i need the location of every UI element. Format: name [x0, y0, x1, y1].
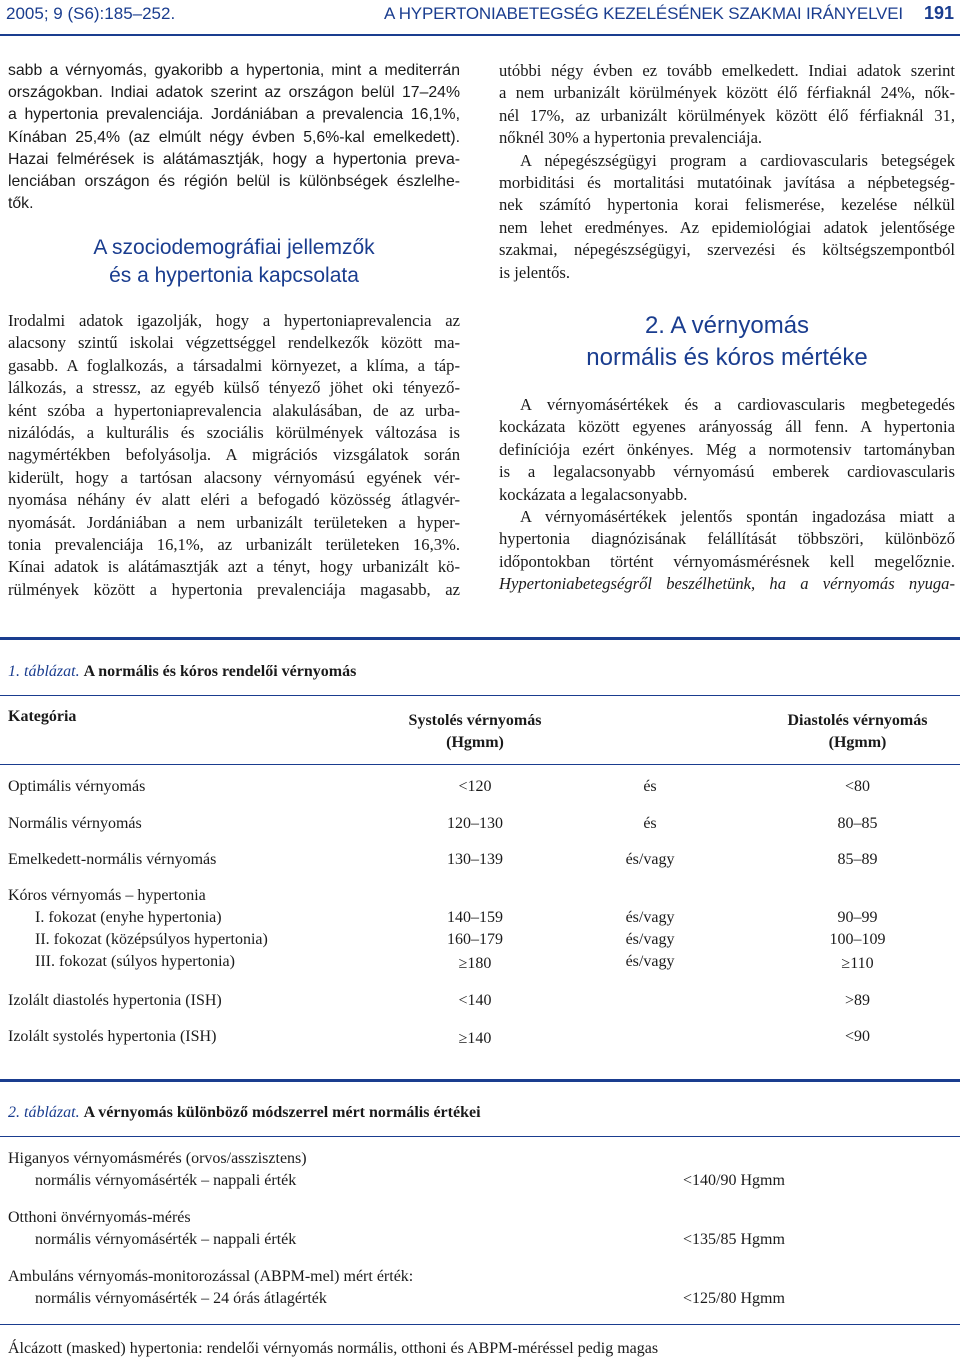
text-line: kockázata a legalacsonyabb.	[499, 484, 688, 504]
heading-line: normális és kóros mértéke	[586, 344, 868, 371]
table-row-diastolic: 80–85	[837, 815, 878, 832]
journal-reference: 2005; 9 (S6):185–252.	[6, 4, 176, 23]
text-line: nem lehet eredményes. Az epidemiológiai adatok jelentősége	[499, 217, 955, 237]
section-heading-sociodemographic	[8, 234, 460, 290]
section-heading-blood-pressure	[499, 310, 955, 374]
text-line: Irodalmi adatok igazolják, hogy a hypertoniaprevalencia az	[8, 311, 460, 330]
table-row-systolic: 130–139	[447, 851, 503, 868]
text-line: kiderült, hogy a tartósan alacsony vérnyomású egyének vér-	[8, 467, 460, 487]
text-line: alacsony szintű iskolai végzettséggel rendelkezők között ma-	[8, 333, 460, 353]
table2-value: <140/90 Hgmm	[683, 1172, 785, 1189]
table-row-systolic: 140–159	[447, 909, 503, 926]
table-row-diastolic: 85–89	[837, 851, 878, 868]
table-row-conj: és/vagy	[625, 953, 675, 970]
table-row-diastolic: >89	[844, 992, 871, 1009]
text-line: A vérnyomásértékek és a cardiovascularis megbetegedés	[520, 395, 955, 414]
left-paragraph	[8, 310, 460, 601]
header-line: Systolés vérnyomás	[408, 712, 542, 729]
text-line: A népegészségügyi program a cardiovascularis betegségek	[520, 150, 955, 170]
table-row-systolic: ≥180	[458, 955, 492, 972]
text-line: Kínában 25,4% (az elmúlt négy évben 5,6%-kal emelkedett).	[8, 128, 460, 146]
table-row-diastolic: <90	[844, 1028, 871, 1045]
table1-header-rule	[0, 764, 960, 765]
table2-bottom-rule	[0, 1324, 960, 1325]
heading-line: A szociodemográfiai jellemzők	[93, 236, 375, 259]
table-group-title: Kóros vérnyomás – hypertonia	[8, 887, 206, 904]
text-line: Kínai adatok is alátámasztják azt a tényt, hogy urbanizált kö-	[8, 557, 460, 577]
table-row-systolic: ≥140	[458, 1030, 492, 1047]
table-row-conj: és/vagy	[625, 851, 675, 868]
text-line: nek számító hypertonia korai felismerése, kezelése nélkül	[499, 195, 955, 215]
running-title: A HYPERTONIABETEGSÉG KEZELÉSÉNEK SZAKMAI IRÁNYELVEI	[384, 4, 903, 23]
table1-top-rule	[0, 637, 960, 640]
text-line: lenciában országon és régión belül is különbségek észlelhe-	[8, 173, 460, 191]
table-row-diastolic: 100–109	[829, 931, 886, 948]
table-row-category: Optimális vérnyomás	[8, 778, 146, 795]
table1-caption	[8, 663, 356, 681]
table-row-category: Izolált diastolés hypertonia (ISH)	[8, 992, 222, 1009]
heading-line: és a hypertonia kapcsolata	[109, 264, 359, 287]
text-line: nyomását. Jordániában a nem urbanizált területeken a hyper-	[8, 512, 460, 532]
table-row-systolic: <140	[458, 992, 492, 1009]
text-line: nizálódás, a kulturális és szociális körülmények változása is	[8, 423, 460, 443]
text-line: szakmai, népegészségügyi, szervezési és költségszempontból	[499, 240, 955, 260]
table-row-systolic: 120–130	[447, 815, 503, 832]
text-line: tonia prevalenciája 16,1%, az urbanizált területeken 16,3%.	[8, 535, 460, 555]
text-line: időpontokban történt vérnyomásmérésnek kell megelőznie.	[499, 551, 955, 571]
text-line: lálkozás, a stressz, az egyéb külső tényező jöhet oki tényező-	[8, 378, 460, 398]
table-row-category: II. fokozat (középsúlyos hypertonia)	[35, 931, 268, 948]
text-line: kockázata között egyenes arányosság áll fenn. A hypertonia	[499, 417, 955, 437]
text-line: definíciója ezért önkényes. Még a normotensiv tartományban	[499, 439, 955, 459]
table2-value: <135/85 Hgmm	[683, 1231, 785, 1248]
table1-header-category: Kategória	[8, 708, 77, 725]
text-line: is a legalacsonyabb vérnyomású emberek cardiovascularis	[499, 462, 955, 482]
text-line: a nem urbanizált körülmények között élő férfiaknál 24%, nők-	[499, 83, 955, 103]
header-line: (Hgmm)	[446, 734, 504, 751]
table1-caption-title: A normális és kóros rendelői vérnyomás	[83, 663, 357, 680]
text-line: gasabb. A foglalkozás, a társadalmi környezet, a klíma, a táp-	[8, 355, 460, 375]
table2-method: Ambuláns vérnyomás-monitorozással (ABPM-mel) mért érték:	[8, 1268, 414, 1285]
table2-value: <125/80 Hgmm	[683, 1290, 785, 1307]
table2-detail: normális vérnyomásérték – 24 órás átlagérték	[35, 1290, 327, 1307]
table2-method: Higanyos vérnyomásmérés (orvos/asszisztens)	[8, 1150, 307, 1167]
table2-detail: normális vérnyomásérték – nappali érték	[35, 1172, 297, 1189]
table-row-conj: és	[643, 815, 657, 832]
table1-header-systolic	[380, 710, 570, 754]
table-row-category: Emelkedett-normális vérnyomás	[8, 851, 217, 868]
text-line: sabb a vérnyomás, gyakoribb a hypertonia, mint a mediterrán	[8, 62, 460, 79]
table-row-category: Izolált systolés hypertonia (ISH)	[8, 1028, 217, 1045]
table1-header-diastolic	[765, 710, 950, 754]
text-line: nél 17%, az urbanizált körülmények között élő férfiaknál 31,	[499, 105, 955, 125]
text-line: országokban. Indiai adatok szerint az országon belül 17–24%	[8, 84, 460, 102]
text-line-italic: Hypertoniabetegségről beszélhetünk, ha a vérnyomás nyuga-	[499, 574, 955, 594]
text-line: hypertonia diagnózisának felállítását többszöri, különböző	[499, 529, 955, 549]
table2-caption	[8, 1104, 481, 1122]
table2-caption-title: A vérnyomás különböző módszerrel mért normális értékei	[83, 1104, 481, 1121]
left-intro-text	[8, 60, 460, 215]
table2-caption-rule	[0, 1136, 960, 1137]
text-line: nőknél 30% a hypertonia prevalenciája.	[499, 128, 763, 148]
table-row-conj: és/vagy	[625, 909, 675, 926]
right-intro-text	[499, 60, 955, 284]
table-row-category: I. fokozat (enyhe hypertonia)	[35, 909, 222, 926]
header-line: (Hgmm)	[828, 734, 887, 751]
text-line: Hazai felmérések is alátámasztják, hogy a hypertonia preva-	[8, 150, 460, 168]
table2-caption-number: 2. táblázat.	[8, 1104, 80, 1121]
table2-method: Otthoni önvérnyomás-mérés	[8, 1209, 191, 1226]
text-line: rülmények között a hypertonia prevalenciája magasabb, az	[8, 579, 460, 599]
table1-caption-rule	[0, 695, 960, 696]
header-line: Diastolés vérnyomás	[787, 712, 928, 729]
text-line: is jelentős.	[499, 262, 570, 282]
table2-top-rule	[0, 1079, 960, 1082]
table-row-diastolic: 90–99	[837, 909, 878, 926]
table2-detail: normális vérnyomásérték – nappali érték	[35, 1231, 297, 1248]
table1-caption-number: 1. táblázat.	[8, 663, 80, 680]
table-row-category: III. fokozat (súlyos hypertonia)	[35, 953, 235, 970]
text-line: nagymértékben befolyásolja. A migrációs vizsgálatok során	[8, 445, 460, 465]
text-line: morbiditási és mortalitási mutatóinak javítása a népbetegség-	[499, 173, 955, 193]
table-row-conj: és/vagy	[625, 931, 675, 948]
right-paragraph	[499, 394, 955, 596]
table-row-systolic: 160–179	[447, 931, 503, 948]
text-line: utóbbi négy évben ez tovább emelkedett. Indiai adatok szerint	[499, 61, 955, 80]
text-line: tők.	[8, 195, 34, 213]
table-row-systolic: <120	[458, 778, 492, 795]
text-line: ként szóba a hypertoniaprevalencia alakulásában, de az urba-	[8, 400, 460, 420]
table-row-diastolic: <80	[844, 778, 871, 795]
text-line: nyomása néhány év alatt eléri a befogadó közösség átlagvér-	[8, 490, 460, 510]
page-number: 191	[923, 3, 954, 23]
heading-line: 2. A vérnyomás	[644, 312, 810, 339]
header-rule	[0, 34, 960, 36]
footer-note: Álcázott (masked) hypertonia: rendelői vérnyomás normális, otthoni és ABPM-méréssel pedig magas	[8, 1340, 659, 1357]
text-line: A vérnyomásértékek jelentős spontán ingadozása miatt a	[520, 507, 955, 527]
table-row-diastolic: ≥110	[841, 955, 874, 972]
text-line: a hypertonia prevalenciája. Jordániában a prevalencia 16,1%,	[8, 106, 460, 124]
table-row-conj: és	[643, 778, 657, 795]
table-row-category: Normális vérnyomás	[8, 815, 142, 832]
